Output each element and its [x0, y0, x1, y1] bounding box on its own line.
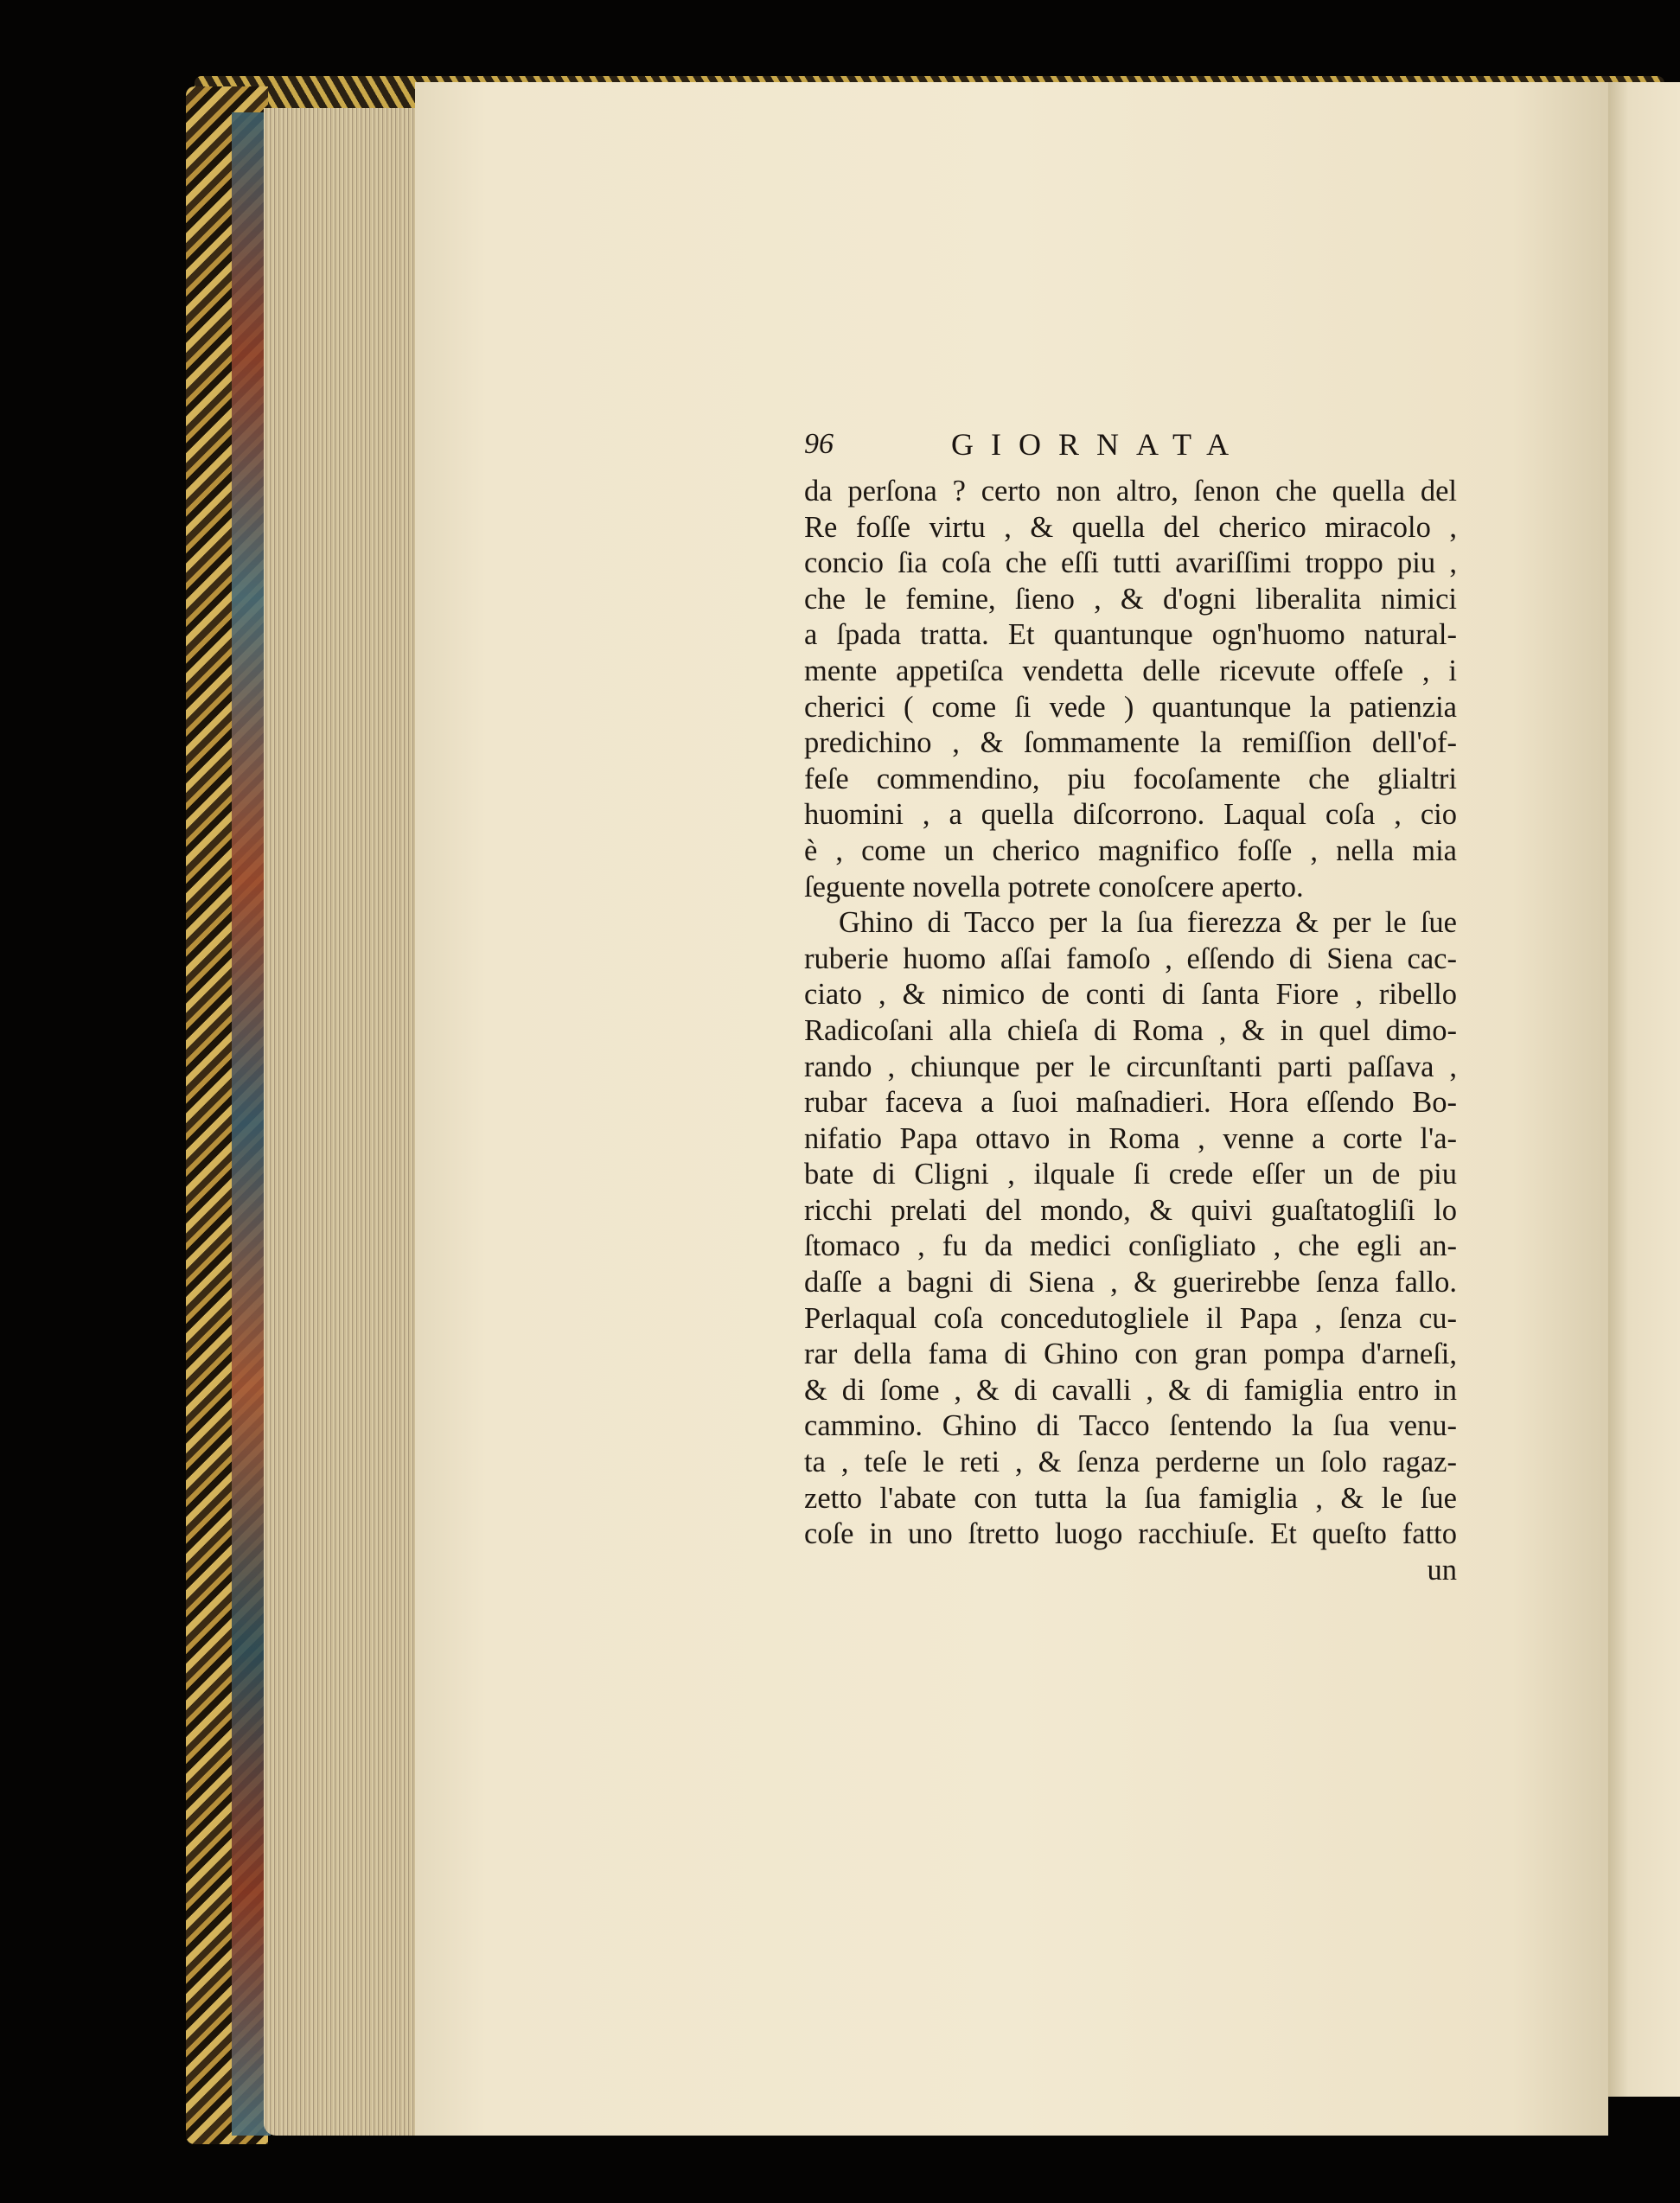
page-header [804, 426, 1461, 469]
text-line: zetto l'abate con tutta la ſua famiglia , & le ſue [804, 1481, 1457, 1515]
text-line: & di ſome , & di cavalli , & di famiglia entro in [804, 1373, 1457, 1407]
text-line: rar della fama di Ghino con gran pompa d'arneſi, [804, 1338, 1457, 1371]
text-line: Radicoſani alla chieſa di Roma , & in quel dimo- [804, 1013, 1457, 1047]
page-number: 96 [804, 428, 834, 460]
body-text [804, 474, 1457, 1588]
text-line: Re foſſe virtu , & quella del cherico miracolo , [804, 510, 1457, 544]
text-line: rando , chiunque per le circunſtanti parti paſſava , [804, 1050, 1457, 1083]
text-line: Perlaqual coſa concedutogliele il Papa , ſenza cu- [804, 1301, 1457, 1335]
text-line: cherici ( come ſi vede ) quantunque la patienzia [804, 690, 1457, 724]
running-title: GIORNATA [951, 427, 1247, 462]
text-line: Ghino di Tacco per la ſua fierezza & per le ſue [839, 906, 1457, 940]
text-line: a ſpada tratta. Et quantunque ogn'huomo natural- [804, 618, 1457, 652]
text-line: predichino , & ſommamente la remiſſion dell'of- [804, 726, 1457, 760]
text-line: cammino. Ghino di Tacco ſentendo la ſua venu- [804, 1409, 1457, 1443]
text-line: che le femine, ſieno , & d'ogni liberalita nimici [804, 582, 1457, 616]
text-line: ricchi prelati del mondo, & quivi guaſtatogliſi lo [804, 1193, 1457, 1227]
text-line: daſſe a bagni di Siena , & guerirebbe ſenza fallo. [804, 1266, 1457, 1299]
text-line: ruberie huomo aſſai famoſo , eſſendo di Siena cac- [804, 942, 1457, 975]
page-block-edge [264, 108, 419, 2136]
text-line: concio ſia coſa che eſſi tutti avariſſimi troppo piu , [804, 546, 1457, 580]
text-line: da perſona ? certo non altro, ſenon che quella del [804, 475, 1457, 508]
catchword: un [1427, 1553, 1457, 1587]
text-line: ciato , & nimico de conti di ſanta Fiore , ribello [804, 978, 1457, 1012]
text-line: ſtomaco , fu da medici conſigliato , che egli an- [804, 1229, 1457, 1263]
text-line: ſeguente novella potrete conoſcere aperto. [804, 870, 1304, 904]
text-line: bate di Cligni , ilquale ſi crede eſſer un de piu [804, 1158, 1457, 1191]
text-line: rubar faceva a ſuoi maſnadieri. Hora eſſendo Bo- [804, 1086, 1457, 1120]
text-line: è , come un cherico magnifico foſſe , nella mia [804, 833, 1457, 867]
text-line: coſe in uno ſtretto luogo racchiuſe. Et queſto fatto [804, 1517, 1457, 1551]
facing-page-edge [1607, 82, 1680, 2097]
text-line: feſe commendino, piu focoſamente che glialtri [804, 762, 1457, 795]
text-line: nifatio Papa ottavo in Roma , venne a corte l'a- [804, 1121, 1457, 1155]
text-line: huomini , a quella diſcorrono. Laqual coſa , cio [804, 798, 1457, 832]
text-line: ta , teſe le reti , & ſenza perderne un ſolo ragaz- [804, 1446, 1457, 1479]
text-line: mente appetiſca vendetta delle ricevute offeſe , i [804, 654, 1457, 687]
